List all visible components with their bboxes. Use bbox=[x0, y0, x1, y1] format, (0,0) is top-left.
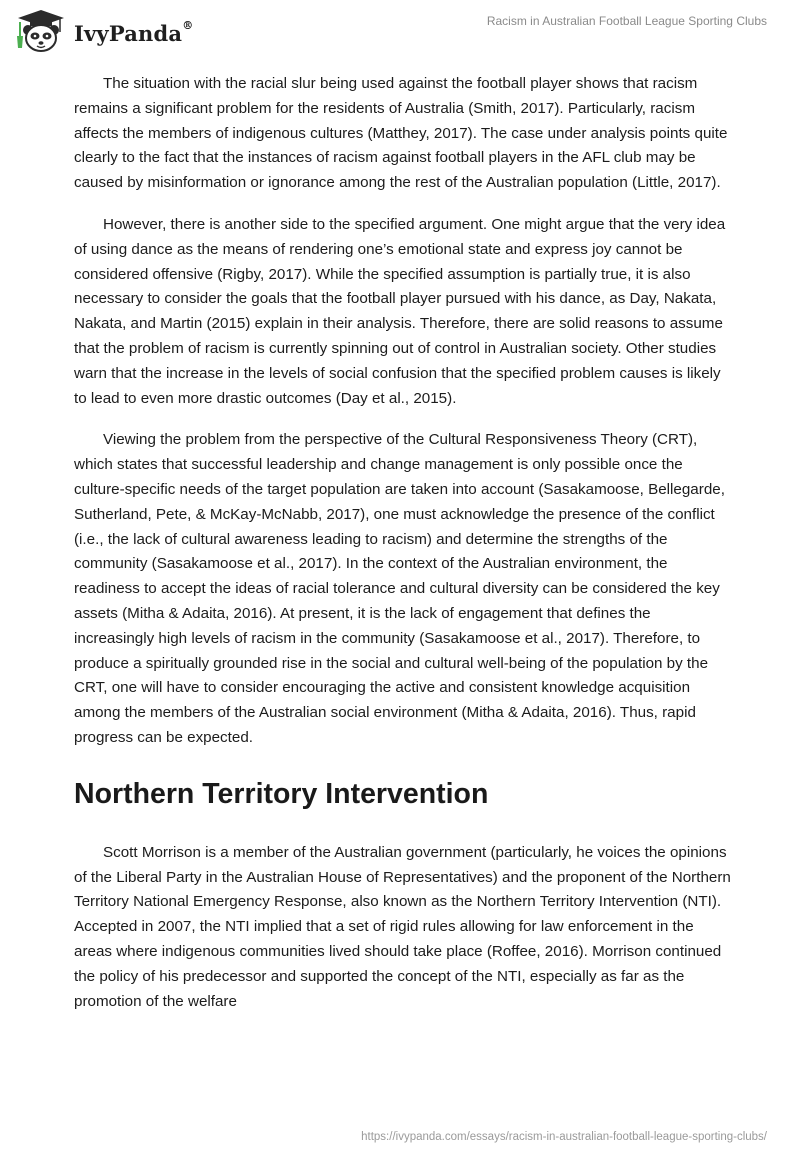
document-title: Racism in Australian Football League Sporting Clubs bbox=[486, 14, 767, 28]
panda-graduate-icon bbox=[14, 8, 68, 54]
essay-content bbox=[74, 72, 734, 1031]
brand-logo[interactable] bbox=[14, 8, 193, 54]
source-url-link[interactable]: https://ivypanda.com/essays/racism-in-australian-football-league-sporting-clubs/ bbox=[361, 1131, 767, 1143]
paragraph: The situation with the racial slur being used against the football player shows that racism remains a significant problem for the residents of Australia (Smith, 2017). Particularly, racism affects the members of indigenous cultures (Matthey, 2017). The case under analysis points quite clearly to the fact that the instances of racism against football players in the AFL club may be caused by misinformation or ignorance among the rest of the Australian population (Little, 2017). bbox=[74, 75, 728, 192]
paragraph: However, there is another side to the specified argument. One might argue that the very idea of using dance as the means of rendering one’s emotional state and express joy cannot be considered offensive (Rigby, 2017). While the specified assumption is partially true, it is also necessary to consider the goals that the football player pursued with his dance, as Day, Nakata, Nakata, and Martin (2015) explain in their analysis. Therefore, there are solid reasons to assume that the problem of racism is currently spinning out of control in Australian society. Other studies warn that the increase in the levels of social confusion that the specified problem causes is likely to lead to even more drastic outcomes (Day et al., 2015). bbox=[74, 215, 726, 407]
paragraph: Viewing the problem from the perspective of the Cultural Responsiveness Theory (CRT), which states that successful leadership and change management is only possible once the culture-specific needs of the target population are taken into account (Sasakamoose, Bellegarde, Sutherland, Pete, & McKay-McNabb, 2017), one must acknowledge the presence of the conflict (i.e., the lack of cultural awareness leading to racism) and determine the strengths of the community (Sasakamoose et al., 2017). In the context of the Australian environment, the readiness to accept the ideas of racial tolerance and cultural diversity can be considered the key assets (Mitha & Adaita, 2016). At present, it is the lack of engagement that defines the increasingly high levels of racism in the community (Sasakamoose et al., 2017). Therefore, to produce a spiritually grounded rise in the social and cultural well-being of the population by the CRT, one will have to consider encouraging the active and consistent knowledge acquisition among the members of the Australian social environment (Mitha & Adaita, 2016). Thus, rapid progress can be expected. bbox=[74, 431, 725, 746]
paragraph: Scott Morrison is a member of the Australian government (particularly, he voices the opinions of the Liberal Party in the Australian House of Representatives) and the proponent of the Northern Territory National Emergency Response, also known as the Northern Territory Intervention (NTI). Accepted in 2007, the NTI implied that a set of rigid rules allowing for law enforcement in the areas where indigenous communities lived should take place (Roffee, 2016). Morrison continued the policy of his predecessor and supported the concept of the NTI, especially as far as the promotion of the welfare bbox=[74, 843, 731, 1010]
brand-name: IvyPanda® bbox=[74, 18, 194, 46]
page-header bbox=[0, 0, 800, 64]
section-heading: Northern Territory Intervention bbox=[74, 777, 489, 810]
